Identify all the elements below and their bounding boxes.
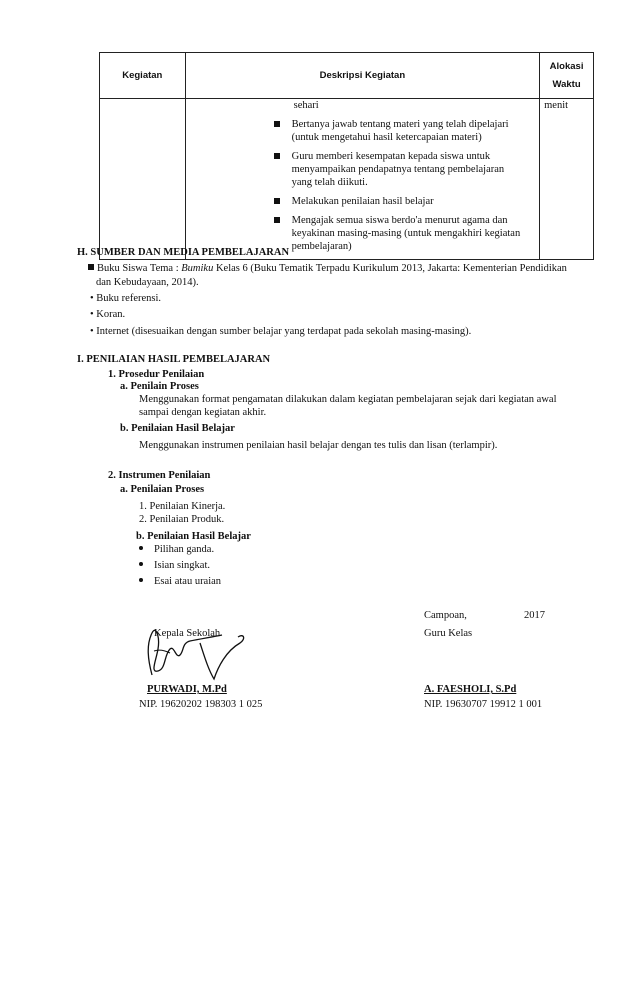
instrumen-b-item xyxy=(139,544,214,555)
desc-item: Mengajak semua siswa berdo'a menurut agama dan keyakinan masing-masing (untuk mengakhiri kegiatan pembelajaran) xyxy=(274,214,526,253)
prosedur-a-text-2: sampai dengan kegiatan akhir. xyxy=(139,407,267,418)
book-rest-1: Kelas 6 (Buku Tematik Terpadu Kurikulum 2013, Jakarta: Kementerian Pendidikan xyxy=(213,263,567,274)
prosedur-b-text: Menggunakan instrumen penilaian hasil belajar dengan tes tulis dan lisan (terlampir). xyxy=(139,440,498,451)
cell-kegiatan xyxy=(100,99,186,260)
round-bullet-icon xyxy=(139,578,143,582)
desc-first-line: sehari xyxy=(293,100,319,111)
section-h-item: • Koran. xyxy=(90,309,126,320)
instrumen-b-item-text: Pilihan ganda. xyxy=(154,544,215,555)
prosedur-title: 1. Prosedur Penilaian xyxy=(108,369,205,380)
section-h-book-line1 xyxy=(88,263,567,274)
instrumen-b-item xyxy=(139,560,210,571)
desc-list xyxy=(274,118,526,253)
instrumen-a-title: a. Penilaian Proses xyxy=(120,484,205,495)
left-nip: NIP. 19620202 198303 1 025 xyxy=(139,699,263,710)
instrumen-b-title: b. Penilaian Hasil Belajar xyxy=(136,531,251,542)
instrumen-b-item-text: Esai atau uraian xyxy=(154,576,222,587)
book-title-italic: Bumiku xyxy=(181,263,214,274)
header-kegiatan: Kegiatan xyxy=(100,53,186,99)
prosedur-a-title: a. Penilain Proses xyxy=(120,381,199,392)
desc-item: Melakukan penilaian hasil belajar xyxy=(274,195,526,208)
left-signatory-name: PURWADI, M.Pd xyxy=(147,684,227,695)
instrumen-b-item-text: Isian singkat. xyxy=(154,560,210,571)
prosedur-a-text-1: Menggunakan format pengamatan dilakukan dalam kegiatan pembelajaran sejak dari kegiatan awal xyxy=(139,394,557,405)
section-i-title: I. PENILAIAN HASIL PEMBELAJARAN xyxy=(77,354,271,365)
header-alokasi-line1: Alokasi xyxy=(549,60,584,72)
handwritten-signature xyxy=(130,615,260,685)
right-signatory-name: A. FAESHOLI, S.Pd xyxy=(424,684,517,695)
section-h-item: • Internet (disesuaikan dengan sumber belajar yang terdapat pada sekolah masing-masing). xyxy=(90,326,472,337)
header-deskripsi: Deskripsi Kegiatan xyxy=(185,53,540,99)
activity-table xyxy=(99,52,594,260)
signature-year: 2017 xyxy=(524,610,545,621)
header-alokasi xyxy=(540,53,594,99)
round-bullet-icon xyxy=(139,562,143,566)
right-nip: NIP. 19630707 19912 1 001 xyxy=(424,699,543,710)
round-bullet-icon xyxy=(139,546,143,550)
instrumen-a-item: 2. Penilaian Produk. xyxy=(139,514,225,525)
section-h-item: • Buku referensi. xyxy=(90,293,162,304)
section-h-title: H. SUMBER DAN MEDIA PEMBELAJARAN xyxy=(77,247,290,258)
square-bullet-icon xyxy=(88,264,94,270)
signature-place: Campoan, xyxy=(424,610,467,621)
header-alokasi-line2: Waktu xyxy=(552,78,581,90)
instrumen-b-item xyxy=(139,576,221,587)
desc-item: Bertanya jawab tentang materi yang telah dipelajari (untuk mengetahui hasil ketercapaian materi) xyxy=(274,118,526,144)
cell-deskripsi xyxy=(185,99,540,260)
instrumen-a-item: 1. Penilaian Kinerja. xyxy=(139,501,226,512)
section-h-book-line2: dan Kebudayaan, 2014). xyxy=(96,277,199,288)
prosedur-b-title: b. Penilaian Hasil Belajar xyxy=(120,423,235,434)
cell-alokasi: menit xyxy=(540,99,594,260)
right-role: Guru Kelas xyxy=(424,628,473,639)
book-prefix: Buku Siswa Tema : xyxy=(97,263,182,274)
desc-item: Guru memberi kesempatan kepada siswa untuk menyampaikan pendapatnya tentang pembelajaran yang telah diikuti. xyxy=(274,150,526,189)
instrumen-title: 2. Instrumen Penilaian xyxy=(108,470,211,481)
left-role: Kepala Sekolah xyxy=(154,628,221,639)
